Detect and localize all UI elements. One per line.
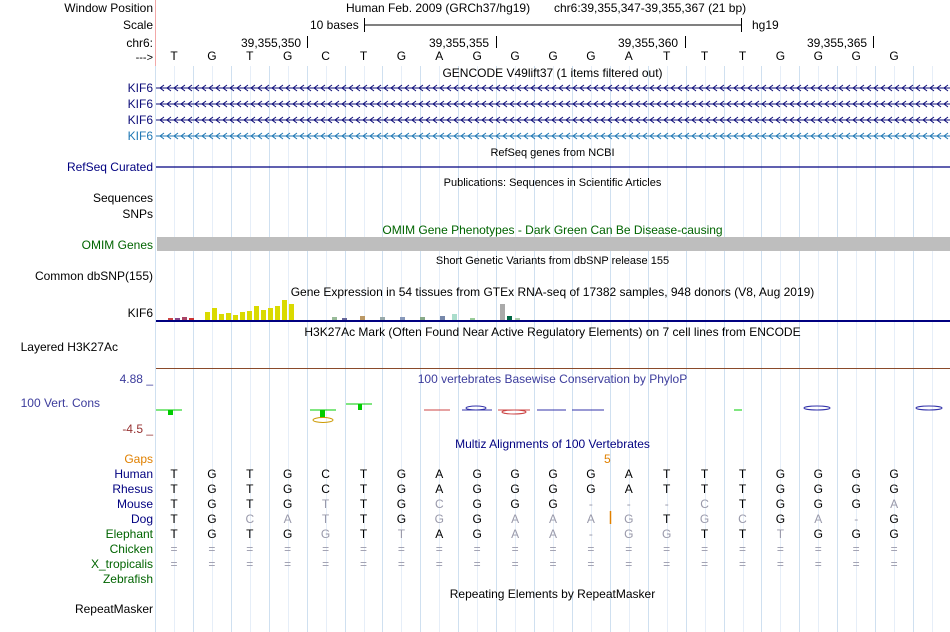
alignment-base: A [890, 497, 899, 511]
reference-base: G [586, 49, 596, 63]
alignment-base: T [170, 467, 178, 481]
alignment-base: G [396, 467, 407, 481]
alignment-base: G [662, 527, 672, 541]
gtex-tissue-bar [500, 304, 505, 320]
alignment-base: G [472, 512, 482, 526]
alignment-base: = [549, 542, 557, 556]
gtex-tissue-bar [189, 318, 194, 320]
label-scale: Scale [122, 18, 153, 32]
gaps-value: 5 [604, 452, 611, 466]
alignment-base: A [814, 512, 823, 526]
alignment-base: G [510, 482, 520, 496]
alignment-base: T [700, 527, 709, 541]
reference-base: G [813, 49, 823, 63]
alignment-base: T [663, 512, 671, 526]
ruler-label: 39,355,350 [241, 36, 302, 50]
alignment-base: G [396, 497, 407, 511]
alignment-base: G [548, 482, 558, 496]
alignment-base: A [511, 527, 520, 541]
alignment-base: T [246, 467, 254, 481]
reference-base: C [321, 49, 330, 63]
gtex-tissue-bar [247, 311, 252, 320]
alignment-base: T [359, 467, 368, 481]
species-label[interactable]: Chicken [109, 542, 153, 556]
alignment-base: = [701, 542, 709, 556]
alignment-base: = [587, 557, 595, 571]
h3k27ac-title: H3K27Ac Mark (Often Found Near Active Regulatory Elements) on 7 cell lines from ENCODE [304, 325, 801, 339]
alignment-base: = [814, 542, 822, 556]
alignment-base: G [472, 497, 482, 511]
alignment-base: G [472, 467, 482, 481]
alignment-base: = [814, 557, 822, 571]
alignment-base: G [472, 527, 482, 541]
alignment-base: G [434, 512, 444, 526]
reference-base: T [246, 49, 254, 63]
label-window-position: Window Position [64, 1, 153, 15]
alignment-base: T [170, 527, 178, 541]
track-label-repeatmasker[interactable]: RepeatMasker [74, 602, 153, 616]
alignment-base: C [738, 512, 747, 526]
reference-base: T [359, 49, 368, 63]
label-strand: ---> [135, 52, 153, 64]
gtex-tissue-bar [275, 306, 280, 320]
alignment-base: - [588, 527, 593, 541]
gtex-tissue-bar [470, 318, 475, 320]
alignment-base: T [246, 482, 254, 496]
alignment-base: T [738, 467, 747, 481]
position-text: chr6:39,355,347-39,355,367 (21 bp) [554, 1, 747, 15]
track-label-gencode-kif6-1[interactable]: KIF6 [127, 81, 153, 95]
alignment-base: G [396, 482, 407, 496]
alignment-base: G [813, 497, 823, 511]
reference-base: G [283, 49, 293, 63]
alignment-base: T [359, 497, 368, 511]
alignment-base: = [625, 542, 633, 556]
reference-base: A [435, 49, 444, 63]
reference-base: T [663, 49, 671, 63]
track-label-cons[interactable]: 100 Vert. Cons [20, 396, 100, 410]
phylop-bar [168, 410, 173, 415]
track-label-sequences[interactable]: Sequences [92, 191, 153, 205]
phylop-bar [320, 410, 325, 418]
gtex-tissue-bar [332, 317, 337, 320]
species-label[interactable]: Rhesus [112, 482, 153, 496]
alignment-base: G [207, 497, 217, 511]
alignment-base: G [207, 527, 217, 541]
gtex-tissue-bar [342, 318, 347, 320]
reference-base: T [700, 49, 709, 63]
alignment-base: G [813, 467, 823, 481]
track-label-gencode-kif6-4[interactable]: KIF6 [127, 129, 153, 143]
alignment-base: A [511, 512, 520, 526]
track-label-gencode-kif6-3[interactable]: KIF6 [127, 113, 153, 127]
gtex-tissue-bar [507, 316, 512, 320]
track-label-gtex-kif6[interactable]: KIF6 [127, 306, 153, 320]
alignment-base: = [170, 557, 178, 571]
reference-base: G [472, 49, 482, 63]
gtex-tissue-bar [360, 316, 365, 320]
alignment-base: T [359, 482, 368, 496]
alignment-base: = [776, 557, 784, 571]
alignment-base: G [283, 497, 293, 511]
alignment-base: T [321, 497, 330, 511]
alignment-base: G [889, 482, 899, 496]
alignment-base: A [586, 512, 595, 526]
alignment-base: = [587, 542, 595, 556]
alignment-base: = [284, 542, 292, 556]
alignment-base: = [284, 557, 292, 571]
gtex-tissue-bar [420, 317, 425, 320]
scale-db: hg19 [752, 18, 779, 32]
gtex-tissue-bar [282, 300, 287, 320]
track-label-refseq[interactable]: RefSeq Curated [66, 160, 153, 174]
species-label[interactable]: Elephant [105, 527, 153, 541]
alignment-base: G [283, 527, 293, 541]
alignment-base: T [246, 497, 254, 511]
reference-base: T [170, 49, 178, 63]
alignment-base: G [396, 512, 407, 526]
alignment-base: = [776, 542, 784, 556]
alignment-base: C [700, 497, 709, 511]
alignment-base: G [283, 482, 293, 496]
gtex-tissue-bar [233, 315, 238, 320]
alignment-base: = [170, 542, 178, 556]
phylop-mark [466, 406, 486, 410]
alignment-base: T [170, 497, 178, 511]
alignment-base: C [434, 497, 444, 511]
alignment-base: G [586, 482, 596, 496]
alignment-base: T [246, 527, 254, 541]
alignment-base: G [320, 527, 331, 541]
alignment-base: G [889, 512, 899, 526]
track-label-gencode-kif6-2[interactable]: KIF6 [127, 97, 153, 111]
alignment-base: G [813, 527, 823, 541]
alignment-base: G [624, 527, 634, 541]
alignment-base: = [359, 557, 367, 571]
alignment-base: A [624, 467, 633, 481]
phylop-mark [502, 410, 526, 414]
alignment-base: A [435, 467, 444, 481]
phylop-mark [916, 406, 942, 410]
gtex-tissue-bar [175, 318, 180, 320]
species-label[interactable]: Mouse [116, 497, 153, 511]
ruler-label: 39,355,355 [429, 36, 490, 50]
reference-base: G [851, 49, 861, 63]
reference-base: G [510, 49, 520, 63]
alignment-base: T [663, 467, 671, 481]
alignment-base: = [852, 557, 860, 571]
alignment-base: = [208, 542, 216, 556]
alignment-base: G [548, 467, 558, 481]
gtex-tissue-bar [440, 316, 445, 320]
reference-base: A [624, 49, 633, 63]
alignment-base: G [851, 497, 861, 511]
alignment-base: T [359, 527, 368, 541]
alignment-base: G [586, 467, 596, 481]
gtex-tissue-bar [289, 304, 294, 320]
species-label[interactable]: Zebrafish [102, 572, 153, 586]
omim-title: OMIM Gene Phenotypes - Dark Green Can Be Disease-causing [382, 223, 723, 237]
alignment-base: T [170, 482, 178, 496]
alignment-base: C [321, 467, 330, 481]
alignment-base: A [624, 482, 633, 496]
alignment-base: T [700, 467, 709, 481]
alignment-base: A [548, 512, 557, 526]
reference-base: T [738, 49, 747, 63]
alignment-base: T [700, 482, 709, 496]
alignment-base: = [397, 557, 405, 571]
multiz-title: Multiz Alignments of 100 Vertebrates [455, 437, 650, 451]
alignment-base: G [510, 497, 520, 511]
alignment-base: = [663, 557, 671, 571]
alignment-base: G [699, 512, 710, 526]
track-label-omim[interactable]: OMIM Genes [81, 238, 153, 252]
alignment-base: = [549, 557, 557, 571]
alignment-base: T [170, 512, 178, 526]
omim-bar [157, 237, 950, 251]
gtex-tissue-bar [380, 317, 385, 320]
alignment-base: - [588, 497, 593, 511]
alignment-base: A [435, 482, 444, 496]
species-label[interactable]: Dog [130, 512, 153, 526]
alignment-base: = [663, 542, 671, 556]
alignment-base: = [852, 542, 860, 556]
alignment-base: = [246, 557, 254, 571]
alignment-base: = [738, 557, 746, 571]
alignment-base: = [625, 557, 633, 571]
alignment-base: - [664, 497, 669, 511]
refseq-title: RefSeq genes from NCBI [490, 147, 615, 159]
reference-base: G [889, 49, 899, 63]
alignment-base: G [472, 482, 482, 496]
alignment-base: G [851, 467, 861, 481]
gencode-title: GENCODE V49lift37 (1 items filtered out) [442, 66, 663, 80]
alignment-base: = [322, 542, 330, 556]
gtex-tissue-bar [168, 318, 173, 320]
gtex-tissue-bar [254, 306, 259, 320]
alignment-base: - [854, 512, 859, 526]
gtex-tissue-bar [452, 314, 457, 320]
alignment-base: G [851, 482, 861, 496]
alignment-base: G [813, 482, 823, 496]
gtex-tissue-bar [182, 317, 187, 320]
alignment-base: = [701, 557, 709, 571]
alignment-base: G [775, 482, 786, 496]
scale-text: 10 bases [310, 18, 359, 32]
alignment-base: = [397, 542, 405, 556]
cons-max-label: 4.88 _ [119, 372, 153, 386]
alignment-base: - [626, 497, 631, 511]
gtex-tissue-bar [515, 318, 520, 320]
alignment-base: = [435, 542, 443, 556]
alignment-base: G [889, 467, 899, 481]
track-label-gaps[interactable]: Gaps [124, 452, 153, 466]
alignment-base: G [510, 467, 520, 481]
gtex-tissue-bar [212, 308, 217, 320]
gtex-tissue-bar [268, 308, 273, 320]
alignment-base: = [435, 557, 443, 571]
alignment-base: T [397, 527, 406, 541]
species-label[interactable]: Human [114, 467, 153, 481]
phylop-mark [804, 406, 830, 410]
gtex-tissue-bar [240, 312, 245, 320]
alignment-base: = [738, 542, 746, 556]
label-chrom: chr6: [126, 36, 153, 50]
track-label-h3k27ac[interactable]: Layered H3K27Ac [20, 340, 118, 354]
phylop-mark [313, 418, 333, 423]
assembly-title: Human Feb. 2009 (GRCh37/hg19) [346, 1, 531, 15]
track-label-dbsnp[interactable]: Common dbSNP(155) [34, 269, 153, 283]
alignment-base: G [775, 467, 786, 481]
track-label-snps[interactable]: SNPs [122, 207, 153, 221]
cons-min-label: -4.5 _ [122, 422, 153, 436]
species-label[interactable]: X_tropicalis [90, 557, 153, 571]
gtex-tissue-bar [226, 313, 231, 320]
alignment-base: T [321, 512, 330, 526]
reference-base: G [207, 49, 217, 63]
alignment-base: C [245, 512, 255, 526]
alignment-base: G [624, 512, 634, 526]
alignment-base: G [775, 512, 786, 526]
alignment-base: A [283, 512, 292, 526]
alignment-base: = [322, 557, 330, 571]
alignment-base: G [207, 482, 217, 496]
alignment-base: T [738, 482, 747, 496]
alignment-base: G [775, 497, 786, 511]
gtex-title: Gene Expression in 54 tissues from GTEx RNA-seq of 17382 samples, 948 donors (V8, Aug 2019) [290, 285, 815, 299]
publications-title: Publications: Sequences in Scientific Articles [443, 177, 662, 189]
ruler-label: 39,355,365 [807, 36, 868, 50]
alignment-base: A [548, 527, 557, 541]
alignment-base: T [738, 497, 747, 511]
alignment-base: = [246, 542, 254, 556]
gtex-tissue-bar [219, 314, 224, 320]
alignment-base: G [207, 467, 217, 481]
gtex-tissue-bar [261, 310, 266, 320]
alignment-base: C [321, 482, 330, 496]
alignment-base: T [359, 512, 368, 526]
alignment-base: T [776, 527, 785, 541]
alignment-base: T [738, 527, 747, 541]
reference-base: G [548, 49, 558, 63]
gtex-tissue-bar [400, 317, 405, 320]
alignment-base: = [511, 557, 519, 571]
alignment-base: G [283, 467, 293, 481]
alignment-base: = [890, 542, 898, 556]
alignment-base: = [890, 557, 898, 571]
alignment-base: = [359, 542, 367, 556]
phylop-title: 100 vertebrates Basewise Conservation by PhyloP [417, 372, 688, 386]
alignment-base: = [208, 557, 216, 571]
alignment-base: G [548, 497, 558, 511]
alignment-base: G [851, 527, 861, 541]
repeatmasker-title: Repeating Elements by RepeatMasker [449, 587, 656, 601]
alignment-base: A [435, 527, 444, 541]
alignment-base: = [511, 542, 519, 556]
dbsnp-title: Short Genetic Variants from dbSNP release 155 [435, 255, 670, 267]
gtex-tissue-bar [205, 312, 210, 320]
alignment-base: G [889, 527, 899, 541]
phylop-bar [358, 404, 362, 410]
alignment-base: G [207, 512, 217, 526]
alignment-base: = [473, 542, 481, 556]
alignment-base: = [473, 557, 481, 571]
alignment-base: T [663, 482, 671, 496]
ruler-label: 39,355,360 [618, 36, 679, 50]
reference-base: G [396, 49, 407, 63]
reference-base: G [775, 49, 786, 63]
